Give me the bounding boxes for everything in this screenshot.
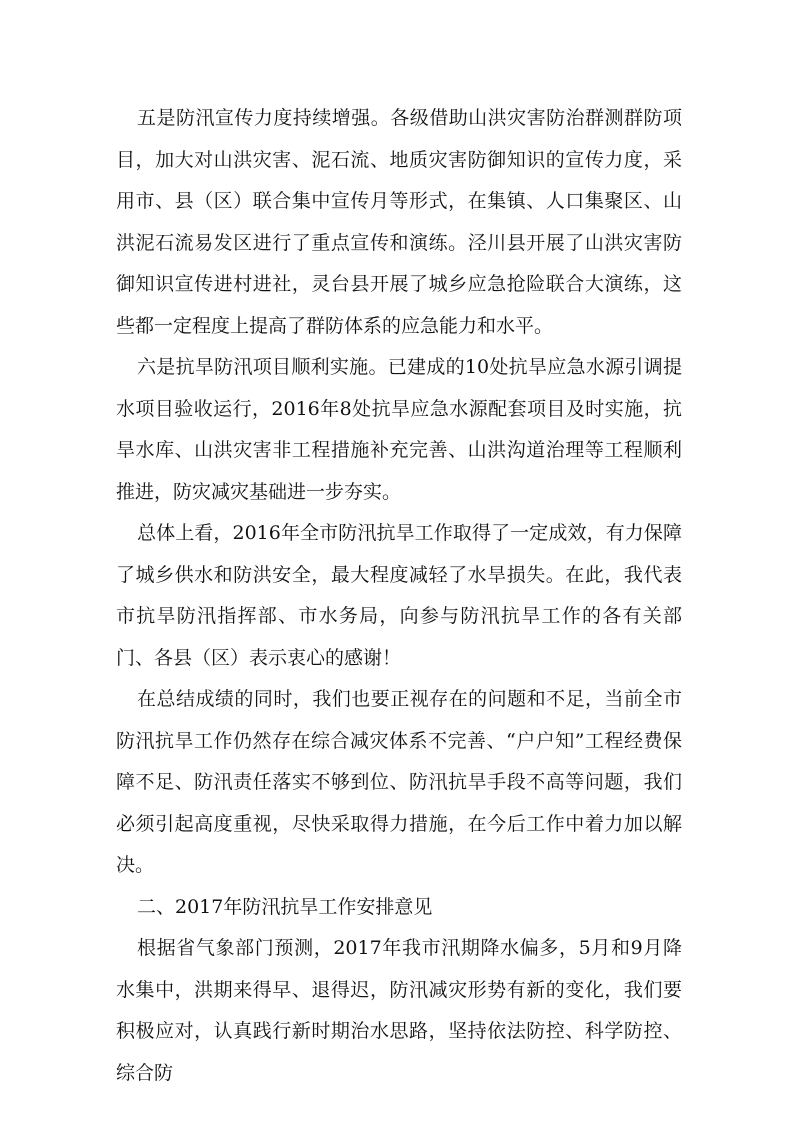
paragraph-problems: 在总结成绩的同时，我们也要正视存在的问题和不足，当前全市防汛抗旱工作仍然存在综合减灾体系不完善、“户户知”工程经费保障不足、防汛责任落实不够到位、防汛抗旱手段不高等问题，我们必须引起高度重视，尽快采取得力措施，在今后工作中着力加以解决。 (116, 688, 682, 876)
paragraph-forecast: 根据省气象部门预测，2017年我市汛期降水偏多，5月和9月降水集中，洪期来得早、退得迟，防汛减灾形势有新的变化，我们要积极应对，认真践行新时期治水思路，坚持依法防控、科学防控、综合防 (116, 937, 682, 1084)
document-body (116, 98, 682, 1094)
paragraph-projects: 六是抗旱防汛项目顺利实施。已建成的10处抗旱应急水源引调提水项目验收运行，2016年8处抗旱应急水源配套项目及时实施，抗旱水库、山洪灾害非工程措施补充完善、山洪沟道治理等工程顺利推进，防灾减灾基础进一步夯实。 (116, 356, 682, 503)
paragraph-summary: 总体上看，2016年全市防汛抗旱工作取得了一定成效，有力保障了城乡供水和防洪安全，最大程度减轻了水旱损失。在此，我代表市抗旱防汛指挥部、市水务局，向参与防汛抗旱工作的各有关部门、各县（区）表示衷心的感谢！ (116, 522, 682, 669)
section-heading: 二、2017年防汛抗旱工作安排意见 (137, 895, 433, 918)
paragraph-publicity: 五是防汛宣传力度持续增强。各级借助山洪灾害防治群测群防项目，加大对山洪灾害、泥石流、地质灾害防御知识的宣传力度，采用市、县（区）联合集中宣传月等形式，在集镇、人口集聚区、山洪泥石流易发区进行了重点宣传和演练。泾川县开展了山洪灾害防御知识宣传进村进社，灵台县开展了城乡应急抢险联合大演练，这些都一定程度上提高了群防体系的应急能力和水平。 (116, 107, 682, 337)
